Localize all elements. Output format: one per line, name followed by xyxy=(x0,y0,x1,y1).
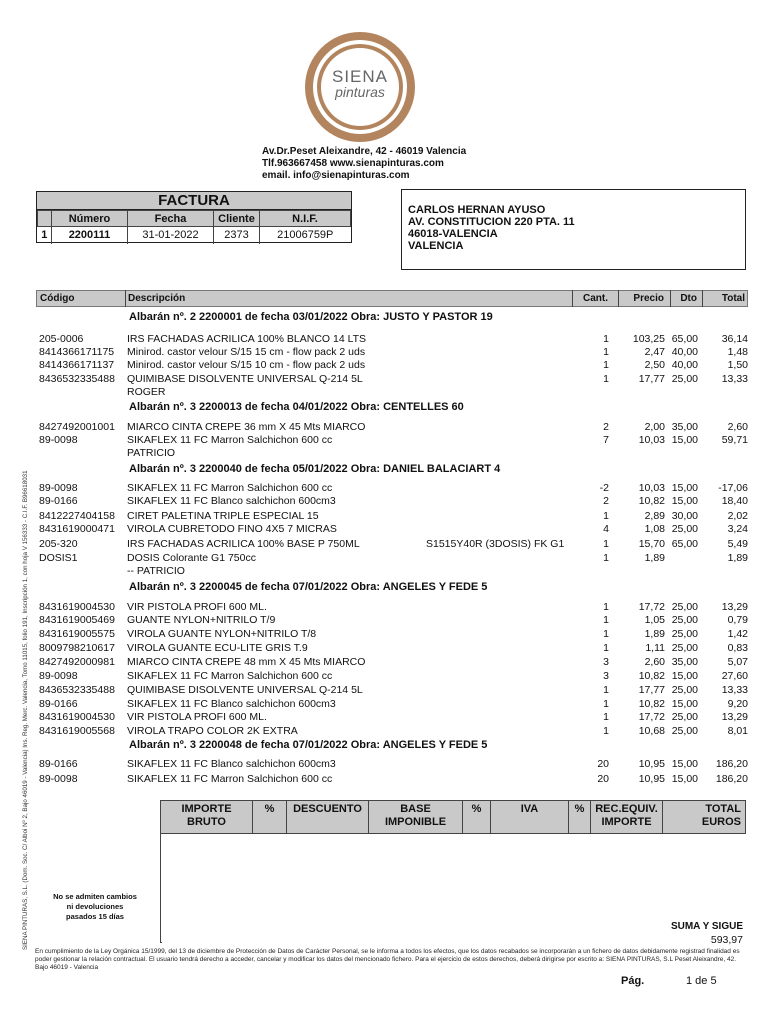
item-description: SIKAFLEX 11 FC Blanco salchichon 600cm3 xyxy=(127,698,336,710)
item-quantity: 20 xyxy=(597,773,609,785)
item-description: QUIMIBASE DISOLVENTE UNIVERSAL Q-214 5L xyxy=(127,684,363,696)
albaran-heading: Albarán nº. 3 2200048 de fecha 07/01/2022 Obra: ANGELES Y FEDE 5 xyxy=(129,739,488,751)
item-description: SIKAFLEX 11 FC Marron Salchichon 600 cc xyxy=(127,482,333,494)
item-price: 1,05 xyxy=(644,614,665,626)
item-description: IRS FACHADAS ACRILICA 100% BLANCO 14 LTS xyxy=(127,333,367,345)
item-quantity: 1 xyxy=(603,711,609,723)
item-quantity: 1 xyxy=(603,725,609,737)
item-total: 27,60 xyxy=(721,670,748,682)
item-discount: 25,00 xyxy=(671,523,698,535)
item-description: SIKAFLEX 11 FC Marron Salchichon 600 cc xyxy=(127,670,333,682)
item-discount: 15,00 xyxy=(671,495,698,507)
item-description: CIRET PALETINA TRIPLE ESPECIAL 15 xyxy=(127,510,319,522)
item-code: 89-0166 xyxy=(39,698,78,710)
header-nif: N.I.F. xyxy=(260,211,351,227)
item-description: SIKAFLEX 11 FC Blanco salchichon 600cm3 xyxy=(127,758,336,770)
table-row xyxy=(36,773,748,786)
table-row xyxy=(36,670,748,683)
item-discount: 25,00 xyxy=(671,711,698,723)
item-code: 205-0006 xyxy=(39,333,84,345)
invoice-client: 2373 xyxy=(214,227,260,244)
item-total: 5,07 xyxy=(727,656,748,668)
item-code: 8431619004530 xyxy=(39,711,115,723)
table-row xyxy=(36,346,748,359)
col-descripcion: Descripción xyxy=(128,293,186,304)
item-total: 0,83 xyxy=(727,642,748,654)
totals-rec: REC.EQUIV. IMPORTE xyxy=(591,801,663,833)
item-code: 89-0098 xyxy=(39,434,78,446)
item-price: 10,82 xyxy=(638,495,665,507)
item-code: 8431619005568 xyxy=(39,725,115,737)
item-discount: 15,00 xyxy=(671,434,698,446)
item-quantity: 1 xyxy=(603,698,609,710)
item-total: 1,42 xyxy=(727,628,748,640)
albaran-heading: Albarán nº. 3 2200013 de fecha 04/01/2022 Obra: CENTELLES 60 xyxy=(129,401,464,413)
item-quantity: 7 xyxy=(603,434,609,446)
totals-bar xyxy=(160,800,746,834)
item-description: VIR PISTOLA PROFI 600 ML. xyxy=(127,601,267,613)
albaran-heading: Albarán nº. 2 2200001 de fecha 03/01/2022 Obra: JUSTO Y PASTOR 19 xyxy=(129,311,493,323)
item-price: 10,03 xyxy=(638,482,665,494)
item-description: SIKAFLEX 11 FC Marron Salchichon 600 cc xyxy=(127,773,333,785)
item-total: 0,79 xyxy=(727,614,748,626)
customer-city: 46018-VALENCIA xyxy=(408,228,498,240)
item-discount: 15,00 xyxy=(671,670,698,682)
item-total: 8,01 xyxy=(727,725,748,737)
item-total: 1,50 xyxy=(727,359,748,371)
logo-text: SIENA xyxy=(331,67,389,86)
header-fecha: Fecha xyxy=(128,211,214,227)
table-row xyxy=(36,495,748,508)
totals-base: BASE IMPONIBLE xyxy=(369,801,463,833)
item-discount: 25,00 xyxy=(671,684,698,696)
table-row xyxy=(36,628,748,641)
item-discount: 25,00 xyxy=(671,373,698,385)
item-quantity: 1 xyxy=(603,601,609,613)
item-total: 2,60 xyxy=(727,421,748,433)
item-price: 2,00 xyxy=(644,421,665,433)
table-row xyxy=(36,758,748,771)
company-address: Av.Dr.Peset Aleixandre, 42 - 46019 Valencia xyxy=(262,146,467,157)
item-discount: 25,00 xyxy=(671,614,698,626)
item-total: -17,06 xyxy=(718,482,748,494)
item-price: 10,82 xyxy=(638,670,665,682)
item-description: VIROLA TRAPO COLOR 2K EXTRA xyxy=(127,725,298,737)
item-quantity: 1 xyxy=(603,614,609,626)
item-total: 186,20 xyxy=(715,773,748,785)
item-code: 8431619004530 xyxy=(39,601,115,613)
table-row xyxy=(36,434,748,447)
item-description: PATRICIO xyxy=(127,447,176,459)
item-quantity: 1 xyxy=(603,642,609,654)
item-price: 10,03 xyxy=(638,434,665,446)
item-discount: 30,00 xyxy=(671,510,698,522)
item-total: 3,24 xyxy=(727,523,748,535)
item-description: Minirod. castor velour S/15 15 cm - flow pack 2 uds xyxy=(127,346,366,358)
item-price: 10,68 xyxy=(638,725,665,737)
item-quantity: 1 xyxy=(603,359,609,371)
col-total: Total xyxy=(721,293,745,304)
item-price: 10,95 xyxy=(638,758,665,770)
table-row xyxy=(36,373,748,386)
customer-address xyxy=(401,189,746,270)
item-discount: 35,00 xyxy=(671,421,698,433)
item-code: 8414366171137 xyxy=(39,359,115,371)
item-description: IRS FACHADAS ACRILICA 100% BASE P 750ML xyxy=(127,538,360,550)
item-discount: 15,00 xyxy=(671,773,698,785)
item-discount: 15,00 xyxy=(671,758,698,770)
suma-value: 593,97 xyxy=(710,934,743,946)
registry-text: SIENA PINTURAS, S.L. (Dom. Soc. C/ Alboi Nº 2, Bajo 46019 - Valencia) Ins. Reg. Merc. Valencia, Tomo 11015, folio 191, Inscripción 1, con hoja V 156333 - C.I.F. B96618031 xyxy=(22,470,29,950)
page-label: Pág. xyxy=(621,975,645,987)
item-code: DOSIS1 xyxy=(39,552,78,564)
item-discount: 35,00 xyxy=(671,656,698,668)
invoice-title: FACTURA xyxy=(37,192,351,210)
item-discount: 15,00 xyxy=(671,482,698,494)
item-discount: 25,00 xyxy=(671,628,698,640)
invoice-index: 1 xyxy=(38,227,52,244)
item-description: SIKAFLEX 11 FC Marron Salchichon 600 cc xyxy=(127,434,333,446)
item-description: MIARCO CINTA CREPE 36 mm X 45 Mts MIARCO xyxy=(127,421,366,433)
item-quantity: 1 xyxy=(603,510,609,522)
item-quantity: 1 xyxy=(603,552,609,564)
table-row xyxy=(36,565,748,578)
item-code: 8431619005575 xyxy=(39,628,115,640)
totals-iva: IVA xyxy=(491,801,569,833)
item-quantity: 1 xyxy=(603,333,609,345)
item-price: 2,89 xyxy=(644,510,665,522)
header-cliente: Cliente xyxy=(214,211,260,227)
item-quantity: -2 xyxy=(599,482,609,494)
item-description: VIR PISTOLA PROFI 600 ML. xyxy=(127,711,267,723)
item-discount: 65,00 xyxy=(671,538,698,550)
lines-header xyxy=(36,290,748,307)
table-row xyxy=(36,386,748,399)
table-row xyxy=(36,684,748,697)
item-price: 15,70 xyxy=(638,538,665,550)
item-discount: 40,00 xyxy=(671,346,698,358)
item-total: 36,14 xyxy=(721,333,748,345)
item-quantity: 2 xyxy=(603,421,609,433)
item-code: 8427492001001 xyxy=(39,421,115,433)
customer-street: AV. CONSTITUCION 220 PTA. 11 xyxy=(408,216,575,228)
totals-importe-bruto: IMPORTE BRUTO xyxy=(161,801,253,833)
albaran-heading: Albarán nº. 3 2200045 de fecha 07/01/2022 Obra: ANGELES Y FEDE 5 xyxy=(129,581,488,593)
item-extra: S1515Y40R (3DOSIS) FK G1 xyxy=(426,538,565,550)
table-row xyxy=(36,482,748,495)
item-price: 17,72 xyxy=(638,601,665,613)
item-quantity: 20 xyxy=(597,758,609,770)
item-total: 1,89 xyxy=(727,552,748,564)
item-code: 8009798210617 xyxy=(39,642,115,654)
table-row xyxy=(36,538,748,551)
table-row xyxy=(36,359,748,372)
invoice-number: 2200111 xyxy=(52,227,128,244)
item-quantity: 1 xyxy=(603,538,609,550)
item-code: 205-320 xyxy=(39,538,78,550)
totals-pct-2: % xyxy=(463,801,491,833)
item-price: 1,89 xyxy=(644,552,665,564)
item-total: 59,71 xyxy=(721,434,748,446)
item-description: DOSIS Colorante G1 750cc xyxy=(127,552,256,564)
totals-total: TOTAL EUROS xyxy=(701,803,741,828)
table-row xyxy=(36,614,748,627)
item-price: 1,89 xyxy=(644,628,665,640)
table-row xyxy=(36,698,748,711)
item-price: 2,47 xyxy=(644,346,665,358)
item-discount: 15,00 xyxy=(671,698,698,710)
item-total: 13,29 xyxy=(721,601,748,613)
item-code: 89-0098 xyxy=(39,482,78,494)
table-row xyxy=(36,642,748,655)
table-row xyxy=(36,523,748,536)
item-code: 8414366171175 xyxy=(39,346,115,358)
returns-notice-text: No se admiten cambios ni devoluciones pasados 15 días xyxy=(53,892,137,921)
totals-descuento: DESCUENTO xyxy=(287,801,369,833)
item-price: 103,25 xyxy=(632,333,665,345)
item-quantity: 4 xyxy=(603,523,609,535)
company-email: email. info@sienapinturas.com xyxy=(262,170,410,181)
item-discount: 25,00 xyxy=(671,642,698,654)
table-row xyxy=(36,421,748,434)
legal-text: En cumplimiento de la Ley Orgánica 15/1999, del 13 de diciembre de Protección de Datos de Carácter Personal, se le informa a todos los efectos, que los datos recabados se incorporarán a un fichero de datos debidamente registrad finalidad es poder gestionar la relación contractual. El usuario tendrá derecho a acceder, cancelar y modificar los datos del mencionado fichero. Para el ejercicio de estos derechos, deberá dirigirse por escrito a: SIENA PINTURAS, S.L Peset Aleixandre, 42. Bajo 46019 - Valencia xyxy=(35,948,740,971)
item-description: ROGER xyxy=(127,386,166,398)
item-total: 5,49 xyxy=(727,538,748,550)
item-quantity: 3 xyxy=(603,656,609,668)
returns-notice xyxy=(50,892,140,922)
customer-province: VALENCIA xyxy=(408,240,464,252)
totals-pct-1: % xyxy=(253,801,287,833)
table-row xyxy=(36,725,748,738)
item-description: SIKAFLEX 11 FC Blanco salchichon 600cm3 xyxy=(127,495,336,507)
suma-label: SUMA Y SIGUE xyxy=(670,921,743,932)
table-row xyxy=(36,601,748,614)
item-price: 2,60 xyxy=(644,656,665,668)
header-numero: Número xyxy=(52,211,128,227)
item-price: 10,82 xyxy=(638,698,665,710)
customer-name: CARLOS HERNAN AYUSO xyxy=(408,204,546,216)
item-total: 13,33 xyxy=(721,684,748,696)
item-price: 17,77 xyxy=(638,373,665,385)
col-precio: Precio xyxy=(633,293,664,304)
item-description: VIROLA GUANTE NYLON+NITRILO T/8 xyxy=(127,628,317,640)
item-price: 17,72 xyxy=(638,711,665,723)
col-dto: Dto xyxy=(680,293,697,304)
company-contact: Tlf.963667458 www.sienapinturas.com xyxy=(262,158,444,169)
logo-subtext: pinturas xyxy=(335,84,385,100)
table-row xyxy=(36,656,748,669)
item-quantity: 1 xyxy=(603,373,609,385)
item-code: 8431619000471 xyxy=(39,523,115,535)
item-description: QUIMIBASE DISOLVENTE UNIVERSAL Q-214 5L xyxy=(127,373,363,385)
col-cant: Cant. xyxy=(583,293,608,304)
item-code: 8427492000981 xyxy=(39,656,115,668)
item-quantity: 1 xyxy=(603,628,609,640)
company-info xyxy=(262,146,466,182)
item-discount: 25,00 xyxy=(671,725,698,737)
item-code: 8412227404158 xyxy=(39,510,115,522)
table-row xyxy=(36,333,748,346)
item-code: 8436532335488 xyxy=(39,373,115,385)
item-description: MIARCO CINTA CREPE 48 mm X 45 Mts MIARCO xyxy=(127,656,366,668)
invoice-date: 31-01-2022 xyxy=(128,227,214,244)
item-description: VIROLA CUBRETODO FINO 4X5 7 MICRAS xyxy=(127,523,337,535)
item-description: GUANTE NYLON+NITRILO T/9 xyxy=(127,614,276,626)
table-row xyxy=(36,510,748,523)
item-code: 89-0098 xyxy=(39,670,78,682)
item-description: Minirod. castor velour S/15 10 cm - flow pack 2 uds xyxy=(127,359,366,371)
item-discount: 25,00 xyxy=(671,601,698,613)
item-quantity: 1 xyxy=(603,346,609,358)
invoice-nif: 21006759P xyxy=(277,229,334,242)
item-description: -- PATRICIO xyxy=(127,565,185,577)
item-quantity: 1 xyxy=(603,684,609,696)
company-logo xyxy=(305,32,415,142)
item-quantity: 3 xyxy=(603,670,609,682)
item-quantity: 2 xyxy=(603,495,609,507)
item-total: 13,33 xyxy=(721,373,748,385)
item-code: 89-0098 xyxy=(39,773,78,785)
table-row xyxy=(36,711,748,724)
item-total: 9,20 xyxy=(727,698,748,710)
item-price: 10,95 xyxy=(638,773,665,785)
item-total: 1,48 xyxy=(727,346,748,358)
table-row xyxy=(36,552,748,565)
item-code: 8436532335488 xyxy=(39,684,115,696)
item-total: 186,20 xyxy=(715,758,748,770)
item-description: VIROLA GUANTE ECU-LITE GRIS T.9 xyxy=(127,642,308,654)
item-price: 17,77 xyxy=(638,684,665,696)
item-code: 89-0166 xyxy=(39,495,78,507)
item-price: 2,50 xyxy=(644,359,665,371)
item-total: 18,40 xyxy=(721,495,748,507)
item-code: 8431619005469 xyxy=(39,614,115,626)
item-price: 1,11 xyxy=(645,642,665,654)
item-code: 89-0166 xyxy=(39,758,78,770)
page-number: 1 de 5 xyxy=(686,975,717,987)
invoice-header xyxy=(36,191,352,243)
col-codigo: Código xyxy=(40,293,75,304)
albaran-heading: Albarán nº. 3 2200040 de fecha 05/01/2022 Obra: DANIEL BALACIART 4 xyxy=(129,463,501,475)
table-row xyxy=(36,447,748,460)
item-discount: 65,00 xyxy=(671,333,698,345)
item-price: 1,08 xyxy=(644,523,665,535)
item-total: 2,02 xyxy=(727,510,748,522)
item-total: 13,29 xyxy=(721,711,748,723)
item-discount: 40,00 xyxy=(671,359,698,371)
totals-pct-3: % xyxy=(569,801,591,833)
